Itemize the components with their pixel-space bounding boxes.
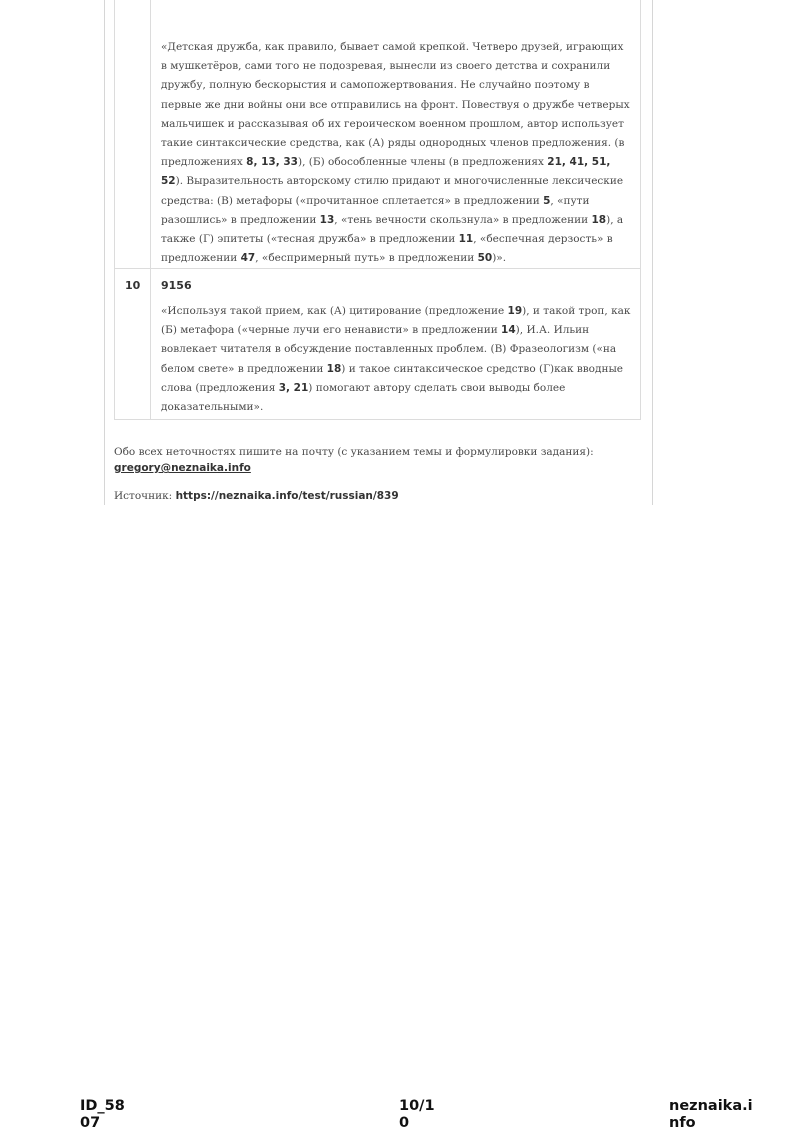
sentence-reference: 50 [477,252,493,265]
text-run: ). Выразительность авторскому стилю придают и многочисленные лексические средства: (В) метафоры («прочитанное сплетается» в предложении [161,175,624,207]
footer-page-line2: 0 [399,1115,410,1131]
task-number: 10 [125,279,141,292]
text-run: ), а также (Г) эпитеты («тесная дружба» в предложении [161,213,624,246]
text-run: «Используя такой прием, как (А) цитирование (предложение [161,305,508,317]
page-border-right [652,0,653,505]
page-border-left [104,0,105,505]
footer-page [399,1098,435,1132]
sentence-reference: 5 [543,194,551,207]
text-run: ) и такое синтаксическое средство (Г)как вводные слова (предложения [161,362,624,394]
text-run: , «беспечная дерзость» в предложении [161,233,613,265]
sentence-reference: 13 [319,213,335,226]
footer-id-line2: 07 [80,1115,101,1131]
footer-id-line1: ID_58 [80,1098,125,1114]
text-run: ), И.А. Ильин вовлекает читателя в обсуждение поставленных проблем. (В) Фразеологизм («на белом свете» в предложении [161,324,617,375]
source-label: Источник: [114,490,173,502]
footer-page-line1: 10/1 [399,1098,435,1114]
sentence-reference: 47 [240,252,256,265]
footer-id [80,1098,125,1132]
source-line [114,490,399,502]
contact-note [114,444,634,476]
text-run: «Детская дружба, как правило, бывает самой крепкой. Четверо друзей, играющих в мушкетёров, сами того не подозревая, вынесли из своего детства и сохранили дружбу, полную бескорыстия и самопожертвования. Не случайно поэтому в первые же дни войны они все отправились на фронт. Повествуя о дружбе четверых мальчишек и рассказывая об их героическом военном прошлом, автор использует такие синтаксические средства, как (А) ряды однородных членов предложения. (в предложениях [161,41,630,169]
footer-site-line2: nfo [669,1115,696,1131]
text-run: , «беспримерный путь» в предложении [255,252,478,265]
sentence-reference: 18 [326,362,342,375]
source-url-link[interactable]: https://neznaika.info/test/russian/839 [175,490,399,502]
sentence-reference: 11 [458,233,474,246]
sentence-reference: 21, 41, 51, 52 [161,156,611,188]
text-run: )». [492,252,507,265]
contact-email-link[interactable]: gregory@neznaika.info [114,462,251,474]
contact-text: Обо всех неточностях пишите на почту (с указанием темы и формулировки задания): [114,446,594,458]
text-run: , «тень вечности скользнула» в предложении [334,213,592,226]
answers-table [114,0,641,420]
task-explanation [161,302,631,417]
sentence-reference: 19 [507,305,523,317]
sentence-reference: 8, 13, 33 [246,156,298,169]
column-separator [150,0,151,419]
sentence-reference: 3, 21 [278,381,309,394]
footer-site-line1: neznaika.i [669,1098,753,1114]
prev-row-explanation [161,38,631,268]
text-run: ), (Б) обособленные члены (в предложениях [297,156,548,169]
footer-site [669,1098,753,1132]
text-run: ) помогают автору сделать свои выводы более доказательными». [161,381,566,414]
sentence-reference: 14 [501,324,516,337]
task-answer: 9156 [161,279,192,292]
text-run: , «пути разошлись» в предложении [161,194,590,226]
sentence-reference: 18 [591,213,607,226]
text-run: ), и такой троп, как (Б) метафора («черные лучи его ненависти» в предложении [161,305,631,337]
